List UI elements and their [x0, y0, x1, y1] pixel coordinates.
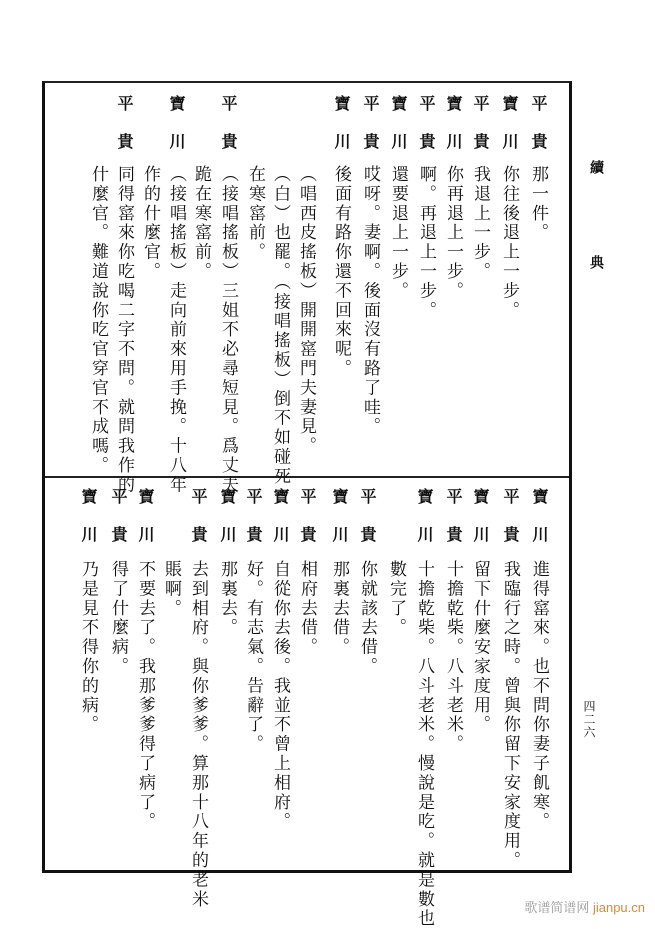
- dialogue-line: 進得窰來。也不問你妻子飢寒。: [529, 560, 549, 832]
- speaker-label: 平貴: [115, 95, 134, 171]
- speaker-label: 寶川: [330, 488, 349, 564]
- speaker-label: 平貴: [501, 488, 520, 564]
- dialogue-line: 那裏去借。: [329, 560, 349, 657]
- dialogue-line: 那裏去。: [217, 560, 237, 638]
- dialogue-line: 賬啊。: [161, 560, 181, 619]
- dialogue-line: 你就該去借。: [357, 560, 377, 677]
- dialogue-line: 我退上一步。: [470, 165, 490, 282]
- dialogue-line: 你往後退上一步。: [499, 165, 519, 321]
- dialogue-line: 跪在寒窰前。: [191, 165, 211, 282]
- speaker-label: 寶川: [218, 488, 237, 564]
- watermark-cn: 歌谱简谱网: [524, 900, 590, 915]
- speaker-label: 平貴: [417, 95, 436, 171]
- dialogue-line: 不要去了。我那爹爹得了病了。: [135, 560, 155, 832]
- dialogue-line: 作的什麼官。: [140, 165, 160, 282]
- watermark-en: jianpu.cn: [592, 900, 645, 915]
- dialogue-line: 還要退上一步。: [388, 165, 408, 301]
- speaker-label: 寶川: [271, 488, 290, 564]
- speaker-label: 平貴: [189, 488, 208, 564]
- speaker-label: 平貴: [444, 488, 463, 564]
- speaker-label: 寶川: [79, 488, 98, 564]
- speaker-label: 寶川: [167, 95, 186, 171]
- speaker-label: 平貴: [219, 95, 238, 171]
- speaker-label: 平貴: [109, 488, 128, 564]
- dialogue-line: 那一件。: [528, 165, 548, 243]
- running-header-char-1: 續: [588, 160, 604, 174]
- dialogue-line: 啊。再退上一步。: [416, 165, 436, 321]
- dialogue-line: （白）也罷。（接唱搖板）倒不如碰死: [270, 165, 290, 487]
- dialogue-line: 後面有路你還不回來呢。: [331, 165, 351, 379]
- dialogue-line: 好。有志氣。告辭了。: [243, 560, 263, 754]
- dialogue-line: （接唱搖板）三姐不必尋短見。爲丈夫: [218, 165, 238, 495]
- dialogue-line: 乃是見不得你的病。: [78, 560, 98, 735]
- dialogue-line: 你再退上一步。: [443, 165, 463, 301]
- speaker-label: 寶川: [444, 95, 463, 171]
- watermark: [524, 897, 645, 916]
- dialogue-line: 十擔乾柴。八斗老米。: [443, 560, 463, 754]
- dialogue-line: （接唱搖板）走向前來用手挽。十八年: [166, 165, 186, 495]
- dialogue-line: （唱西皮搖板）開開窰門夫妻見。: [296, 165, 316, 456]
- dialogue-line: 什麼官。難道說你吃官穿官不成嗎。: [88, 165, 108, 476]
- dialogue-line: 十擔乾柴。八斗老米。慢說是吃。就是數也: [414, 560, 434, 929]
- dialogue-line: 得了什麼病。: [108, 560, 128, 677]
- running-header-char-2: 典: [588, 255, 604, 269]
- speaker-label: 平貴: [529, 95, 548, 171]
- dialogue-line: 數完了。: [386, 560, 406, 638]
- speaker-label: 寶川: [471, 488, 490, 564]
- dialogue-line: 在寒窰前。: [245, 165, 265, 262]
- speaker-label: 平貴: [471, 95, 490, 171]
- dialogue-line: 哎呀。妻啊。後面沒有路了哇。: [360, 165, 380, 437]
- dialogue-line: 留下什麼安家度用。: [470, 560, 490, 735]
- speaker-label: 寶川: [389, 95, 408, 171]
- speaker-label: 平貴: [361, 95, 380, 171]
- speaker-label: 寶川: [332, 95, 351, 171]
- page-number: 四二六: [582, 700, 596, 739]
- dialogue-line: 相府去借。: [297, 560, 317, 657]
- speaker-label: 平貴: [244, 488, 263, 564]
- dialogue-line: 自從你去後。我並不曾上相府。: [270, 560, 290, 832]
- dialogue-line: 去到相府。與你爹爹。算那十八年的老米: [188, 560, 208, 910]
- speaker-label: 平貴: [358, 488, 377, 564]
- speaker-label: 寶川: [500, 95, 519, 171]
- speaker-label: 平貴: [298, 488, 317, 564]
- speaker-label: 寶川: [415, 488, 434, 564]
- dialogue-line: 我臨行之時。曾與你留下安家度用。: [500, 560, 520, 871]
- speaker-label: 寶川: [530, 488, 549, 564]
- dialogue-line: 同得窰來你吃喝二字不問。就問我作的: [114, 165, 134, 495]
- speaker-label: 寶川: [136, 488, 155, 564]
